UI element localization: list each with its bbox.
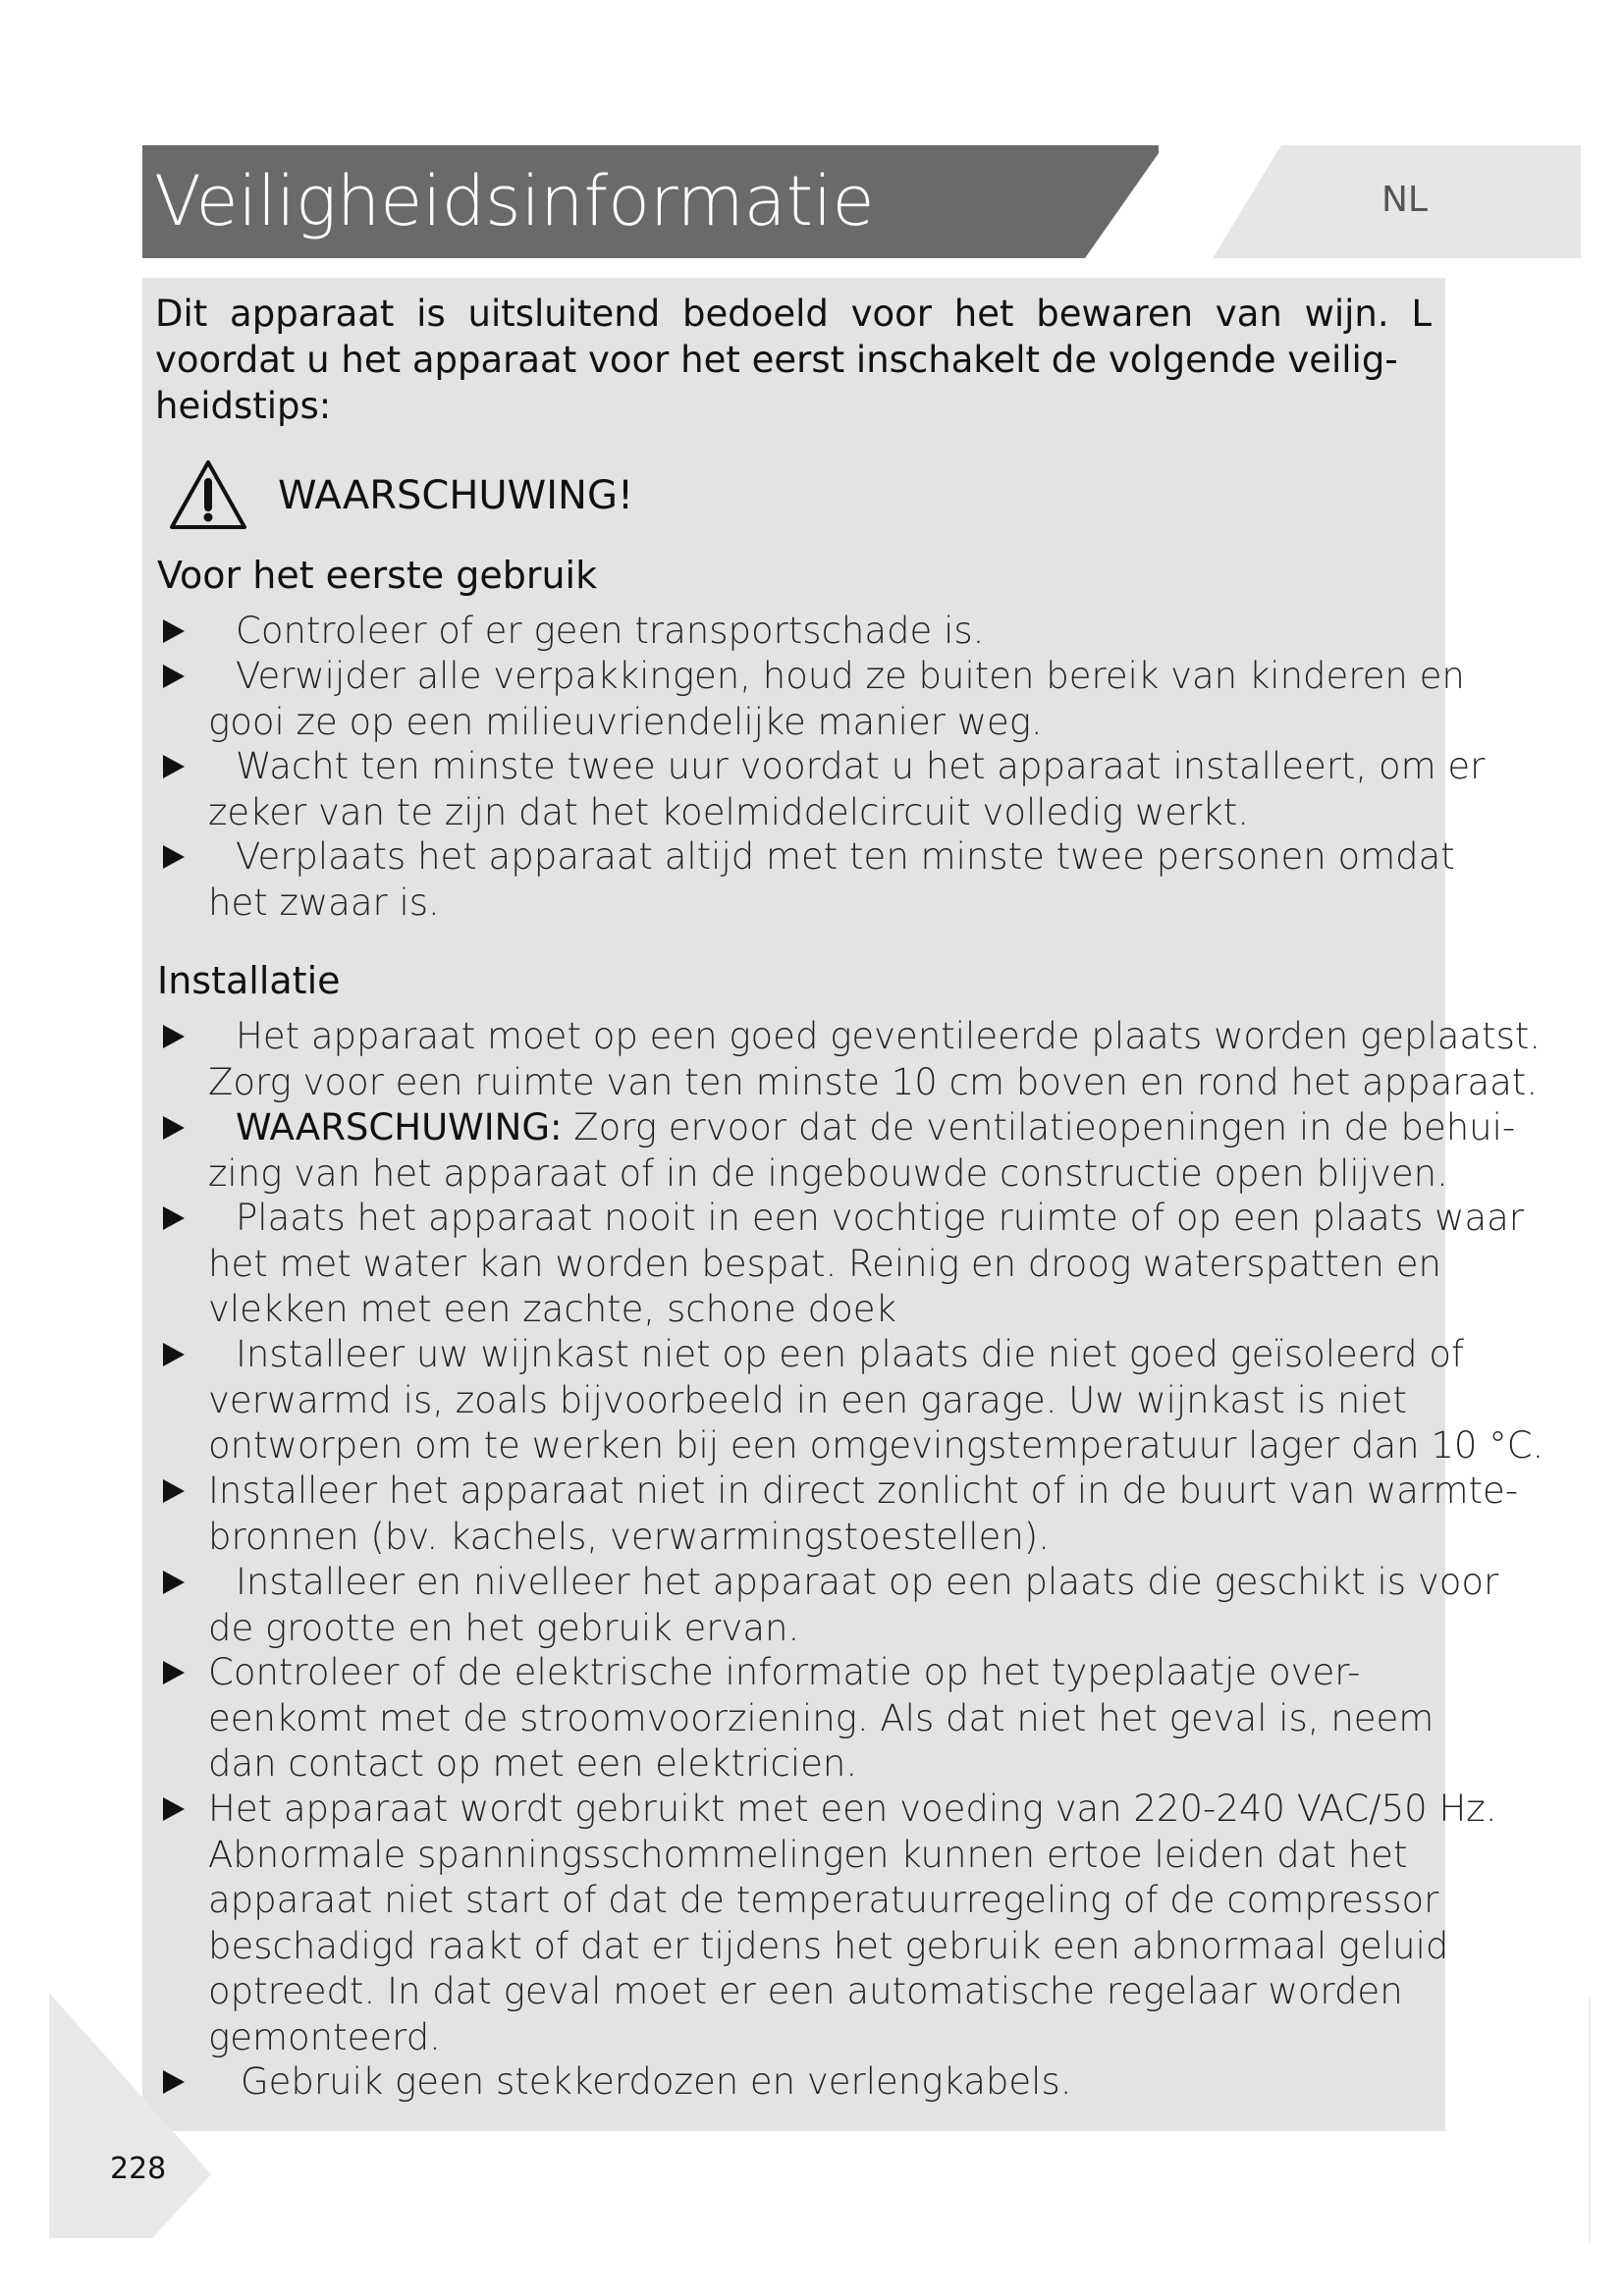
item-line: Plaats het apparaat nooit in een vochtige ruimte of op een plaats waar <box>236 1197 1525 1239</box>
list-item <box>157 654 1463 745</box>
item-line: het met water kan worden bespat. Reinig en droog waterspatten en <box>208 1242 1441 1285</box>
bullet-arrow-icon <box>163 1797 185 1821</box>
item-line-text: Zorg ervoor dat de ventilatieopeningen in de behui- <box>573 1106 1516 1148</box>
intro-line: heidstips: <box>155 385 332 427</box>
list-item <box>157 1332 1544 1469</box>
list-item <box>157 834 1463 926</box>
list-item <box>157 1560 1499 1651</box>
bullet-arrow-icon <box>163 1343 185 1366</box>
item-line: optreedt. In dat geval moet er een automatische regelaar worden <box>208 1970 1403 2012</box>
item-line: gooi ze op een milieuvriendelijke manier weg. <box>208 700 1043 743</box>
warning-triangle-icon <box>167 456 249 533</box>
list-item <box>157 2059 1463 2106</box>
intro-line: voordat u het apparaat voor het eerst inschakelt de volgende veilig- <box>155 339 1398 381</box>
item-line: vlekken met een zachte, schone doek <box>208 1288 896 1330</box>
item-line: Wacht ten minste twee uur voordat u het apparaat installeert, om er <box>236 745 1486 787</box>
item-line: beschadigd raakt of dat er tijdens het gebruik een abnormaal geluid <box>208 1924 1449 1967</box>
bullet-arrow-icon <box>163 1571 185 1594</box>
item-line: Gebruik geen stekkerdozen en verlengkabels. <box>241 2060 1072 2103</box>
item-line <box>157 1105 1516 1151</box>
item-line: verwarmd is, zoals bijvoorbeeld in een garage. Uw wijnkast is niet <box>208 1378 1407 1421</box>
language-code: NL <box>1381 180 1428 220</box>
warning-prefix: WAARSCHUWING: <box>236 1106 563 1148</box>
bullet-arrow-icon <box>163 845 185 869</box>
item-line: Installeer uw wijnkast niet op een plaats die niet goed geïsoleerd of <box>236 1333 1465 1375</box>
item-line: zeker van te zijn dat het koelmiddelcircuit volledig werkt. <box>208 790 1249 833</box>
item-line: Abnormale spanningsschommelingen kunnen ertoe leiden dat het <box>208 1833 1408 1876</box>
item-line: Verplaats het apparaat altijd met ten minste twee personen omdat <box>236 835 1455 878</box>
item-line: Verwijder alle verpakkingen, houd ze buiten bereik van kinderen en <box>236 655 1465 697</box>
list-item <box>157 1787 1497 2060</box>
item-line: eenkomt met de stroomvoorziening. Als dat niet het geval is, neem <box>208 1696 1435 1739</box>
item-line: zing van het apparaat of in de ingebouwde constructie open blijven. <box>208 1151 1448 1195</box>
page-corner-shape <box>49 1993 216 2238</box>
bullet-arrow-icon <box>163 1206 185 1230</box>
bullet-arrow-icon <box>163 1479 185 1503</box>
item-line: het zwaar is. <box>208 881 440 924</box>
item-line: Het apparaat wordt gebruikt met een voeding van 220-240 VAC/50 Hz. <box>208 1788 1497 1830</box>
page-number: 228 <box>110 2152 167 2186</box>
list-item <box>157 1196 1525 1333</box>
bullet-arrow-icon <box>163 1025 185 1048</box>
item-line: de grootte en het gebruik ervan. <box>208 1606 800 1649</box>
warning-callout <box>167 456 952 535</box>
item-line: apparaat niet start of dat de temperatuurregeling of de compressor <box>208 1879 1439 1921</box>
list-item <box>157 1650 1463 1788</box>
item-line: bronnen (bv. kachels, verwarmingstoestellen). <box>208 1515 1050 1558</box>
right-edge-rule <box>1589 1998 1591 2243</box>
bullet-arrow-icon <box>163 755 185 778</box>
item-line: Het apparaat moet op een goed geventileerde plaats worden geplaatst. <box>236 1015 1542 1057</box>
item-line: Zorg voor een ruimte van ten minste 10 cm boven en rond het apparaat. <box>208 1060 1539 1103</box>
list-item <box>157 1014 1542 1105</box>
list-item <box>157 609 1463 655</box>
item-line: Installeer en nivelleer het apparaat op een plaats die geschikt is voor <box>236 1561 1499 1603</box>
bullet-arrow-icon <box>163 665 185 688</box>
intro-line: Dit apparaat is uitsluitend bedoeld voor het bewaren van wijn. L <box>155 293 1432 335</box>
bullet-arrow-icon <box>163 1116 185 1140</box>
warning-label: WAARSCHUWING! <box>278 473 633 518</box>
item-line: dan contact op met een elektricien. <box>208 1742 858 1785</box>
section-heading-installation: Installatie <box>157 959 341 1002</box>
list-item <box>157 744 1486 835</box>
bullet-arrow-icon <box>163 1661 185 1684</box>
list-item <box>157 1468 1519 1560</box>
item-line: ontworpen om te werken bij een omgevingstemperatuur lager dan 10 °C. <box>208 1424 1544 1467</box>
item-line: Installeer het apparaat niet in direct zonlicht of in de buurt van warmte- <box>208 1469 1519 1512</box>
page-title: Veiligheidsinformatie <box>154 161 875 241</box>
item-line: gemonteerd. <box>208 2015 441 2058</box>
item-line: Controleer of de elektrische informatie op het typeplaatje over- <box>208 1651 1361 1693</box>
item-line: Controleer of er geen transportschade is. <box>236 610 985 652</box>
list-item <box>157 1105 1516 1197</box>
bullet-arrow-icon <box>163 619 185 643</box>
section-heading-first-use: Voor het eerste gebruik <box>157 554 598 597</box>
intro-paragraph <box>155 291 1446 429</box>
